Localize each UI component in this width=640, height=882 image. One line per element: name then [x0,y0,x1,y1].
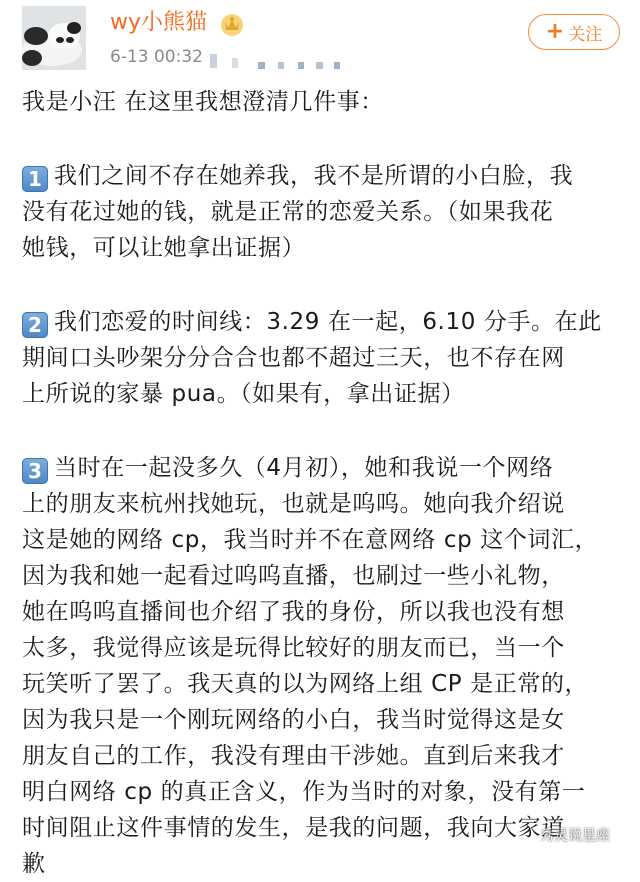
point-line: 期间口头吵架分分合合也都不超过三天，也不存在网 [22,345,565,371]
blurred-source-text [210,50,350,70]
point-line: 上所说的家暴 pua。（如果有，拿出证据） [22,381,465,407]
follow-button[interactable] [528,14,620,50]
point-line: 她在呜呜直播间也介绍了我的身份，所以我也没有想 [22,599,565,625]
point-line: 太多，我觉得应该是玩得比较好的朋友而已，当一个 [22,635,565,661]
vip-crown-icon [218,10,246,38]
point-line: 没有花过她的钱，就是正常的恋爱关系。（如果我花 [22,199,554,225]
point-line: 上的朋友来杭州找她玩，也就是呜呜。她向我介绍说 [22,491,565,517]
plus-icon: + [545,19,565,44]
number-1-icon: 1 [22,166,48,192]
number-3-icon: 3 [22,458,48,484]
follow-label: 关注 [568,24,603,45]
point-1 [22,158,622,266]
number-2-icon: 2 [22,312,48,338]
point-line: 因为我只是一个刚玩网络的小白，我当时觉得这是女 [22,707,565,733]
point-line: 因为我和她一起看过呜呜直播，也刷过一些小礼物， [22,563,565,589]
post-time: 6-13 00:32 [110,47,203,67]
username[interactable]: wy小熊猫 [110,10,208,35]
point-line: 朋友自己的工作，我没有理由干涉她。直到后来我才 [22,743,565,769]
avatar[interactable] [22,6,86,70]
post-header [0,0,640,80]
point-3 [22,450,622,882]
point-2 [22,304,622,412]
point-line: 她钱，可以让她拿出证据） [22,235,306,261]
panda-avatar-icon [22,6,86,70]
point-line: 歉 [22,851,46,877]
post-content [22,84,622,882]
point-line: 玩笑听了罢了。我天真的以为网络上组 CP 是正常的， [22,671,589,697]
watermark: 秀灵说星座 [540,828,610,844]
point-line: 3 当时在一起没多久（4月初），她和我说一个网络 [22,450,622,486]
point-line: 1 我们之间不存在她养我，我不是所谓的小白脸，我 [22,158,622,194]
point-line: 时间阻止这件事情的发生，是我的问题，我向大家道 [22,815,565,841]
post-intro: 我是小汪 在这里我想澄清几件事： [22,89,384,115]
point-line: 明白网络 cp 的真正含义，作为当时的对象，没有第一 [22,779,586,805]
point-line: 2 我们恋爱的时间线：3.29 在一起，6.10 分手。在此 [22,304,622,340]
point-line: 这是她的网络 cp，我当时并不在意网络 cp 这个词汇， [22,527,599,553]
